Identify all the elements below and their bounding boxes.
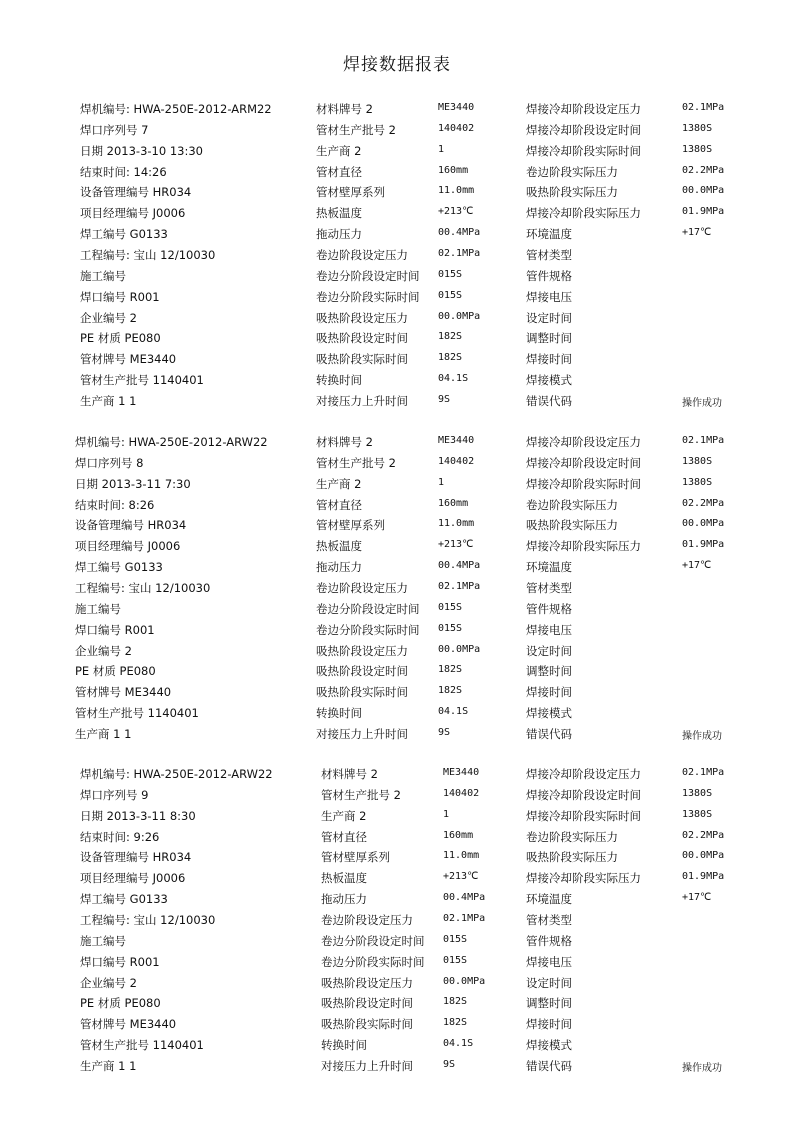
- right-label: 焊接冷却阶段设定时间: [526, 122, 641, 137]
- record-row: [0, 372, 794, 393]
- left-field: 设备管理编号 HR034: [80, 850, 192, 865]
- record-row: [0, 226, 794, 247]
- right-label: 焊接时间: [526, 352, 572, 367]
- right-label: 调整时间: [526, 996, 572, 1011]
- middle-value: 00.4MPa: [443, 892, 486, 904]
- right-value: 1380S: [682, 122, 713, 134]
- right-label: 焊接电压: [526, 622, 572, 637]
- middle-value: 015S: [438, 601, 463, 613]
- left-field: 结束时间: 8:26: [75, 497, 155, 512]
- middle-label: 热板温度: [321, 871, 367, 886]
- middle-value: 11.0mm: [438, 518, 475, 530]
- middle-value: ME3440: [443, 767, 480, 778]
- middle-label: 卷边阶段设定压力: [316, 580, 408, 595]
- right-label: 错误代码: [526, 393, 572, 408]
- left-field: 焊机编号: HWA-250E-2012-ARM22: [80, 102, 272, 116]
- left-field: 管材生产批号 1140401: [80, 1038, 204, 1053]
- record-row: [0, 829, 794, 850]
- middle-value: 1: [438, 476, 445, 488]
- left-field: 企业编号 2: [80, 975, 137, 990]
- record-row: [0, 205, 794, 226]
- middle-label: 生产商 2: [316, 143, 362, 158]
- record-row: [0, 1058, 794, 1079]
- record-row: [0, 310, 794, 331]
- middle-value: 04.1S: [438, 373, 469, 385]
- record-row: [0, 476, 794, 497]
- right-label: 卷边阶段实际压力: [526, 497, 618, 512]
- middle-label: 管材壁厚系列: [316, 518, 385, 533]
- left-field: 施工编号: [80, 268, 126, 283]
- middle-label: 转换时间: [321, 1038, 367, 1053]
- middle-value: 00.0MPa: [438, 310, 481, 322]
- middle-label: 管材直径: [321, 829, 367, 844]
- record-row: [0, 995, 794, 1016]
- record-row: [0, 622, 794, 643]
- middle-label: 生产商 2: [321, 808, 367, 823]
- left-field: 焊口编号 R001: [80, 954, 160, 969]
- right-label: 设定时间: [526, 643, 572, 658]
- middle-value: 11.0mm: [438, 185, 475, 197]
- middle-value: 04.1S: [438, 706, 469, 718]
- middle-value: 02.1MPa: [438, 580, 481, 592]
- right-value: 02.1MPa: [682, 767, 725, 778]
- middle-label: 拖动压力: [316, 227, 362, 242]
- record-row: [0, 164, 794, 185]
- record-row: [0, 849, 794, 870]
- left-field: 结束时间: 9:26: [80, 829, 160, 844]
- left-field: 焊口编号 R001: [75, 622, 155, 637]
- middle-label: 材料牌号 2: [316, 435, 373, 449]
- left-field: 焊机编号: HWA-250E-2012-ARW22: [75, 435, 268, 449]
- record-row: [0, 663, 794, 684]
- middle-value: 1: [443, 808, 450, 820]
- right-value: 1380S: [682, 787, 713, 799]
- middle-value: 182S: [443, 1017, 468, 1029]
- right-label: 焊接冷却阶段设定压力: [526, 102, 641, 116]
- middle-label: 吸热阶段设定时间: [321, 996, 413, 1011]
- right-label: 吸热阶段实际压力: [526, 185, 618, 200]
- middle-label: 拖动压力: [316, 560, 362, 575]
- left-field: 日期 2013-3-10 13:30: [80, 143, 203, 158]
- left-field: 工程编号: 宝山 12/10030: [80, 247, 216, 262]
- record-row: [0, 933, 794, 954]
- left-field: 焊口序列号 8: [75, 455, 144, 470]
- record-row: [0, 455, 794, 476]
- right-value: 02.1MPa: [682, 102, 725, 113]
- record-row: [0, 705, 794, 726]
- left-field: 项目经理编号 J0006: [80, 206, 186, 221]
- right-value: 02.2MPa: [682, 497, 725, 509]
- right-label: 环境温度: [526, 227, 572, 242]
- middle-value: 00.4MPa: [438, 227, 481, 239]
- middle-label: 管材生产批号 2: [316, 122, 396, 137]
- record-row: [0, 517, 794, 538]
- middle-value: 00.0MPa: [443, 975, 486, 987]
- middle-value: 182S: [443, 996, 468, 1008]
- left-field: 焊口序列号 7: [80, 122, 149, 137]
- right-label: 焊接电压: [526, 954, 572, 969]
- middle-label: 拖动压力: [321, 892, 367, 907]
- middle-label: 对接压力上升时间: [316, 393, 408, 408]
- left-field: 项目经理编号 J0006: [75, 539, 181, 554]
- middle-label: 卷边阶段设定压力: [316, 247, 408, 262]
- record-row: [0, 891, 794, 912]
- right-label: 焊接冷却阶段设定压力: [526, 435, 641, 449]
- left-field: 企业编号 2: [75, 643, 132, 658]
- left-field: PE 材质 PE080: [80, 996, 161, 1011]
- right-label: 调整时间: [526, 331, 572, 346]
- left-field: 管材牌号 ME3440: [80, 352, 177, 367]
- middle-label: 吸热阶段设定时间: [316, 664, 408, 679]
- middle-label: 管材生产批号 2: [316, 455, 396, 470]
- middle-value: ME3440: [438, 435, 475, 446]
- left-field: 焊口编号 R001: [80, 289, 160, 304]
- right-value: 1380S: [682, 143, 713, 155]
- weld-record-1: [0, 101, 794, 416]
- right-value: 1380S: [682, 808, 713, 820]
- left-field: 焊口序列号 9: [80, 787, 149, 802]
- left-field: 设备管理编号 HR034: [80, 185, 192, 200]
- middle-label: 吸热阶段设定时间: [316, 331, 408, 346]
- middle-label: 吸热阶段设定压力: [321, 975, 413, 990]
- right-label: 焊接模式: [526, 373, 572, 388]
- middle-value: 9S: [438, 393, 451, 405]
- right-label: 卷边阶段实际压力: [526, 164, 618, 179]
- right-label: 管材类型: [526, 912, 572, 927]
- right-value: 01.9MPa: [682, 206, 725, 218]
- right-label: 焊接冷却阶段实际压力: [526, 539, 641, 554]
- right-label: 错误代码: [526, 1058, 572, 1073]
- middle-label: 卷边分阶段设定时间: [316, 268, 420, 283]
- middle-value: ME3440: [438, 102, 475, 113]
- middle-label: 卷边分阶段设定时间: [316, 601, 420, 616]
- left-field: 工程编号: 宝山 12/10030: [75, 580, 211, 595]
- right-value: 操作成功: [682, 1062, 722, 1074]
- right-value: 02.2MPa: [682, 164, 725, 176]
- middle-label: 卷边分阶段设定时间: [321, 933, 425, 948]
- left-field: 日期 2013-3-11 8:30: [80, 808, 196, 823]
- middle-label: 卷边分阶段实际时间: [316, 622, 420, 637]
- middle-label: 管材壁厚系列: [321, 850, 390, 865]
- right-label: 设定时间: [526, 975, 572, 990]
- record-row: [0, 601, 794, 622]
- right-label: 焊接时间: [526, 685, 572, 700]
- right-value: 00.0MPa: [682, 518, 725, 530]
- right-label: 焊接时间: [526, 1017, 572, 1032]
- right-label: 焊接冷却阶段实际时间: [526, 476, 641, 491]
- middle-value: 140402: [438, 455, 475, 467]
- middle-value: 015S: [438, 268, 463, 280]
- middle-label: 热板温度: [316, 206, 362, 221]
- middle-label: 吸热阶段实际时间: [316, 685, 408, 700]
- middle-value: 04.1S: [443, 1038, 474, 1050]
- middle-value: 11.0mm: [443, 850, 480, 862]
- left-field: 生产商 1 1: [80, 1058, 137, 1073]
- middle-label: 卷边阶段设定压力: [321, 912, 413, 927]
- middle-label: 对接压力上升时间: [321, 1058, 413, 1073]
- right-label: 焊接冷却阶段设定时间: [526, 455, 641, 470]
- middle-label: 吸热阶段实际时间: [321, 1017, 413, 1032]
- right-label: 焊接模式: [526, 706, 572, 721]
- middle-label: 生产商 2: [316, 476, 362, 491]
- right-label: 焊接冷却阶段实际时间: [526, 143, 641, 158]
- record-row: [0, 351, 794, 372]
- right-label: 焊接电压: [526, 289, 572, 304]
- middle-label: 吸热阶段设定压力: [316, 643, 408, 658]
- middle-value: 182S: [438, 664, 463, 676]
- right-label: 管材类型: [526, 247, 572, 262]
- middle-value: 9S: [443, 1058, 456, 1070]
- middle-value: 140402: [443, 787, 480, 799]
- record-row: [0, 975, 794, 996]
- report-title: 焊接数据报表: [343, 55, 451, 75]
- left-field: 焊工编号 G0133: [75, 560, 163, 575]
- middle-value: +213℃: [438, 206, 474, 218]
- weld-record-3: [0, 766, 794, 1081]
- middle-label: 卷边分阶段实际时间: [321, 954, 425, 969]
- right-label: 焊接冷却阶段实际压力: [526, 206, 641, 221]
- left-field: PE 材质 PE080: [80, 331, 161, 346]
- right-label: 管材类型: [526, 580, 572, 595]
- right-label: 环境温度: [526, 892, 572, 907]
- record-row: [0, 643, 794, 664]
- right-label: 环境温度: [526, 560, 572, 575]
- right-value: +17℃: [682, 560, 712, 572]
- middle-label: 对接压力上升时间: [316, 726, 408, 741]
- middle-value: 015S: [443, 933, 468, 945]
- right-value: 01.9MPa: [682, 871, 725, 883]
- record-row: [0, 268, 794, 289]
- record-row: [0, 808, 794, 829]
- middle-value: 00.4MPa: [438, 560, 481, 572]
- right-value: 操作成功: [682, 397, 722, 409]
- record-row: [0, 434, 794, 455]
- middle-value: 02.1MPa: [438, 247, 481, 259]
- middle-value: 015S: [443, 954, 468, 966]
- right-label: 设定时间: [526, 310, 572, 325]
- middle-label: 管材壁厚系列: [316, 185, 385, 200]
- middle-value: 015S: [438, 289, 463, 301]
- left-field: 项目经理编号 J0006: [80, 871, 186, 886]
- right-label: 调整时间: [526, 664, 572, 679]
- middle-value: 140402: [438, 122, 475, 134]
- left-field: 管材生产批号 1140401: [80, 373, 204, 388]
- middle-value: 9S: [438, 726, 451, 738]
- left-field: PE 材质 PE080: [75, 664, 156, 679]
- left-field: 生产商 1 1: [80, 393, 137, 408]
- middle-value: +213℃: [438, 539, 474, 551]
- middle-value: 182S: [438, 685, 463, 697]
- right-label: 管件规格: [526, 601, 572, 616]
- right-value: 02.2MPa: [682, 829, 725, 841]
- left-field: 施工编号: [80, 933, 126, 948]
- left-field: 工程编号: 宝山 12/10030: [80, 912, 216, 927]
- left-field: 焊机编号: HWA-250E-2012-ARW22: [80, 767, 273, 781]
- middle-label: 热板温度: [316, 539, 362, 554]
- right-label: 焊接模式: [526, 1038, 572, 1053]
- record-row: [0, 580, 794, 601]
- left-field: 生产商 1 1: [75, 726, 132, 741]
- left-field: 焊工编号 G0133: [80, 892, 168, 907]
- right-label: 管件规格: [526, 268, 572, 283]
- middle-value: +213℃: [443, 871, 479, 883]
- middle-label: 转换时间: [316, 706, 362, 721]
- middle-value: 00.0MPa: [438, 643, 481, 655]
- right-label: 吸热阶段实际压力: [526, 518, 618, 533]
- record-row: [0, 726, 794, 747]
- middle-label: 管材生产批号 2: [321, 787, 401, 802]
- right-value: 1380S: [682, 476, 713, 488]
- right-label: 焊接冷却阶段实际压力: [526, 871, 641, 886]
- right-value: 1380S: [682, 455, 713, 467]
- right-label: 焊接冷却阶段设定时间: [526, 787, 641, 802]
- record-row: [0, 143, 794, 164]
- record-row: [0, 289, 794, 310]
- middle-label: 材料牌号 2: [321, 767, 378, 781]
- right-value: 02.1MPa: [682, 435, 725, 446]
- middle-label: 材料牌号 2: [316, 102, 373, 116]
- left-field: 管材牌号 ME3440: [80, 1017, 177, 1032]
- record-row: [0, 497, 794, 518]
- left-field: 企业编号 2: [80, 310, 137, 325]
- record-row: [0, 184, 794, 205]
- left-field: 管材生产批号 1140401: [75, 706, 199, 721]
- record-row: [0, 122, 794, 143]
- right-label: 吸热阶段实际压力: [526, 850, 618, 865]
- record-row: [0, 870, 794, 891]
- right-label: 错误代码: [526, 726, 572, 741]
- record-row: [0, 912, 794, 933]
- left-field: 日期 2013-3-11 7:30: [75, 476, 191, 491]
- record-row: [0, 330, 794, 351]
- record-row: [0, 954, 794, 975]
- record-row: [0, 1037, 794, 1058]
- record-row: [0, 684, 794, 705]
- right-label: 卷边阶段实际压力: [526, 829, 618, 844]
- right-value: +17℃: [682, 892, 712, 904]
- right-value: 01.9MPa: [682, 539, 725, 551]
- middle-value: 02.1MPa: [443, 912, 486, 924]
- middle-value: 160mm: [443, 829, 474, 841]
- record-row: [0, 787, 794, 808]
- middle-label: 管材直径: [316, 164, 362, 179]
- left-field: 焊工编号 G0133: [80, 227, 168, 242]
- middle-value: 182S: [438, 331, 463, 343]
- left-field: 施工编号: [75, 601, 121, 616]
- right-value: +17℃: [682, 227, 712, 239]
- right-label: 焊接冷却阶段实际时间: [526, 808, 641, 823]
- middle-value: 015S: [438, 622, 463, 634]
- record-row: [0, 101, 794, 122]
- record-row: [0, 538, 794, 559]
- weld-record-2: [0, 434, 794, 749]
- middle-label: 转换时间: [316, 373, 362, 388]
- middle-label: 管材直径: [316, 497, 362, 512]
- right-value: 00.0MPa: [682, 850, 725, 862]
- middle-label: 卷边分阶段实际时间: [316, 289, 420, 304]
- middle-value: 1: [438, 143, 445, 155]
- middle-value: 160mm: [438, 497, 469, 509]
- right-label: 焊接冷却阶段设定压力: [526, 767, 641, 781]
- middle-value: 160mm: [438, 164, 469, 176]
- record-row: [0, 1016, 794, 1037]
- record-row: [0, 393, 794, 414]
- record-row: [0, 247, 794, 268]
- right-label: 管件规格: [526, 933, 572, 948]
- middle-label: 吸热阶段实际时间: [316, 352, 408, 367]
- middle-label: 吸热阶段设定压力: [316, 310, 408, 325]
- record-row: [0, 559, 794, 580]
- right-value: 00.0MPa: [682, 185, 725, 197]
- middle-value: 182S: [438, 352, 463, 364]
- left-field: 结束时间: 14:26: [80, 164, 167, 179]
- left-field: 设备管理编号 HR034: [75, 518, 187, 533]
- left-field: 管材牌号 ME3440: [75, 685, 172, 700]
- record-row: [0, 766, 794, 787]
- right-value: 操作成功: [682, 730, 722, 742]
